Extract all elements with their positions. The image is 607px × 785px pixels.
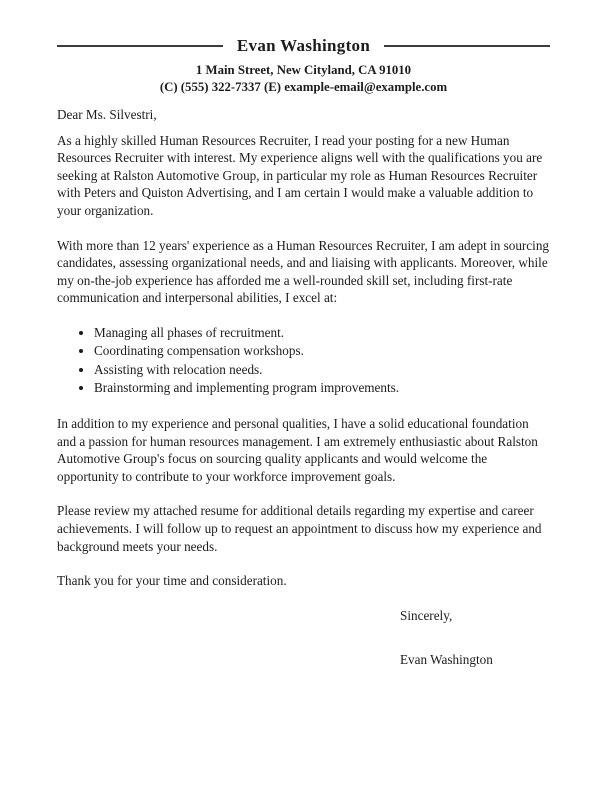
signoff-block (400, 607, 550, 669)
paragraph-education: In addition to my experience and personal qualities, I have a solid educational foundation and a passion for human resources management. I am extremely enthusiastic about Ralston Automotive Group's focus on sourcing quality applicants and would welcome the opportunity to contribute to your workforce improvement goals. (57, 415, 538, 484)
skills-list (57, 324, 550, 398)
list-item: • Assisting with relocation needs. (94, 361, 550, 380)
list-item: • Brainstorming and implementing program improvements. (94, 379, 550, 398)
paragraph-thanks: Thank you for your time and consideration. (57, 573, 287, 589)
letter-header (57, 36, 550, 96)
paragraph-experience: With more than 12 years' experience as a Human Resources Recruiter, I am adept in sourcing candidates, assessing organizational needs, and and liaising with applicants. Moreover, while my on-the-job experience has afforded me a well-rounded skill set, including first-rate communication and interpersonal abilities, I excel at: (57, 237, 550, 306)
header-rule-right (384, 45, 550, 47)
sender-address: 1 Main Street, New Cityland, CA 91010 (195, 63, 412, 77)
paragraph-intro: As a highly skilled Human Resources Recruiter, I read your posting for a new Human Resources Recruiter with interest. My experience aligns well with the qualifications you are seeking at Ralston Automotive Group, in particular my role as Human Resources Recruiter with Peters and Quiston Advertising, and I am certain I would make a valuable addition to your organization. (57, 132, 543, 218)
name-row (57, 36, 550, 56)
list-item: • Coordinating compensation workshops. (94, 342, 550, 361)
header-rule-left (57, 45, 223, 47)
letter-body (57, 106, 550, 669)
list-item: • Managing all phases of recruitment. (94, 324, 550, 343)
sender-contact: (C) (555) 322-7337 (E) example-email@example.com (159, 80, 448, 94)
valediction: Sincerely, (400, 607, 453, 623)
signature-name: Evan Washington (400, 652, 493, 668)
salutation: Dear Ms. Silvestri, (57, 107, 157, 122)
sender-name: Evan Washington (236, 36, 371, 55)
paragraph-resume: Please review my attached resume for additional details regarding my expertise and career achievements. I will follow up to request an appointment to discuss how my experience and background meets your needs. (57, 503, 542, 554)
